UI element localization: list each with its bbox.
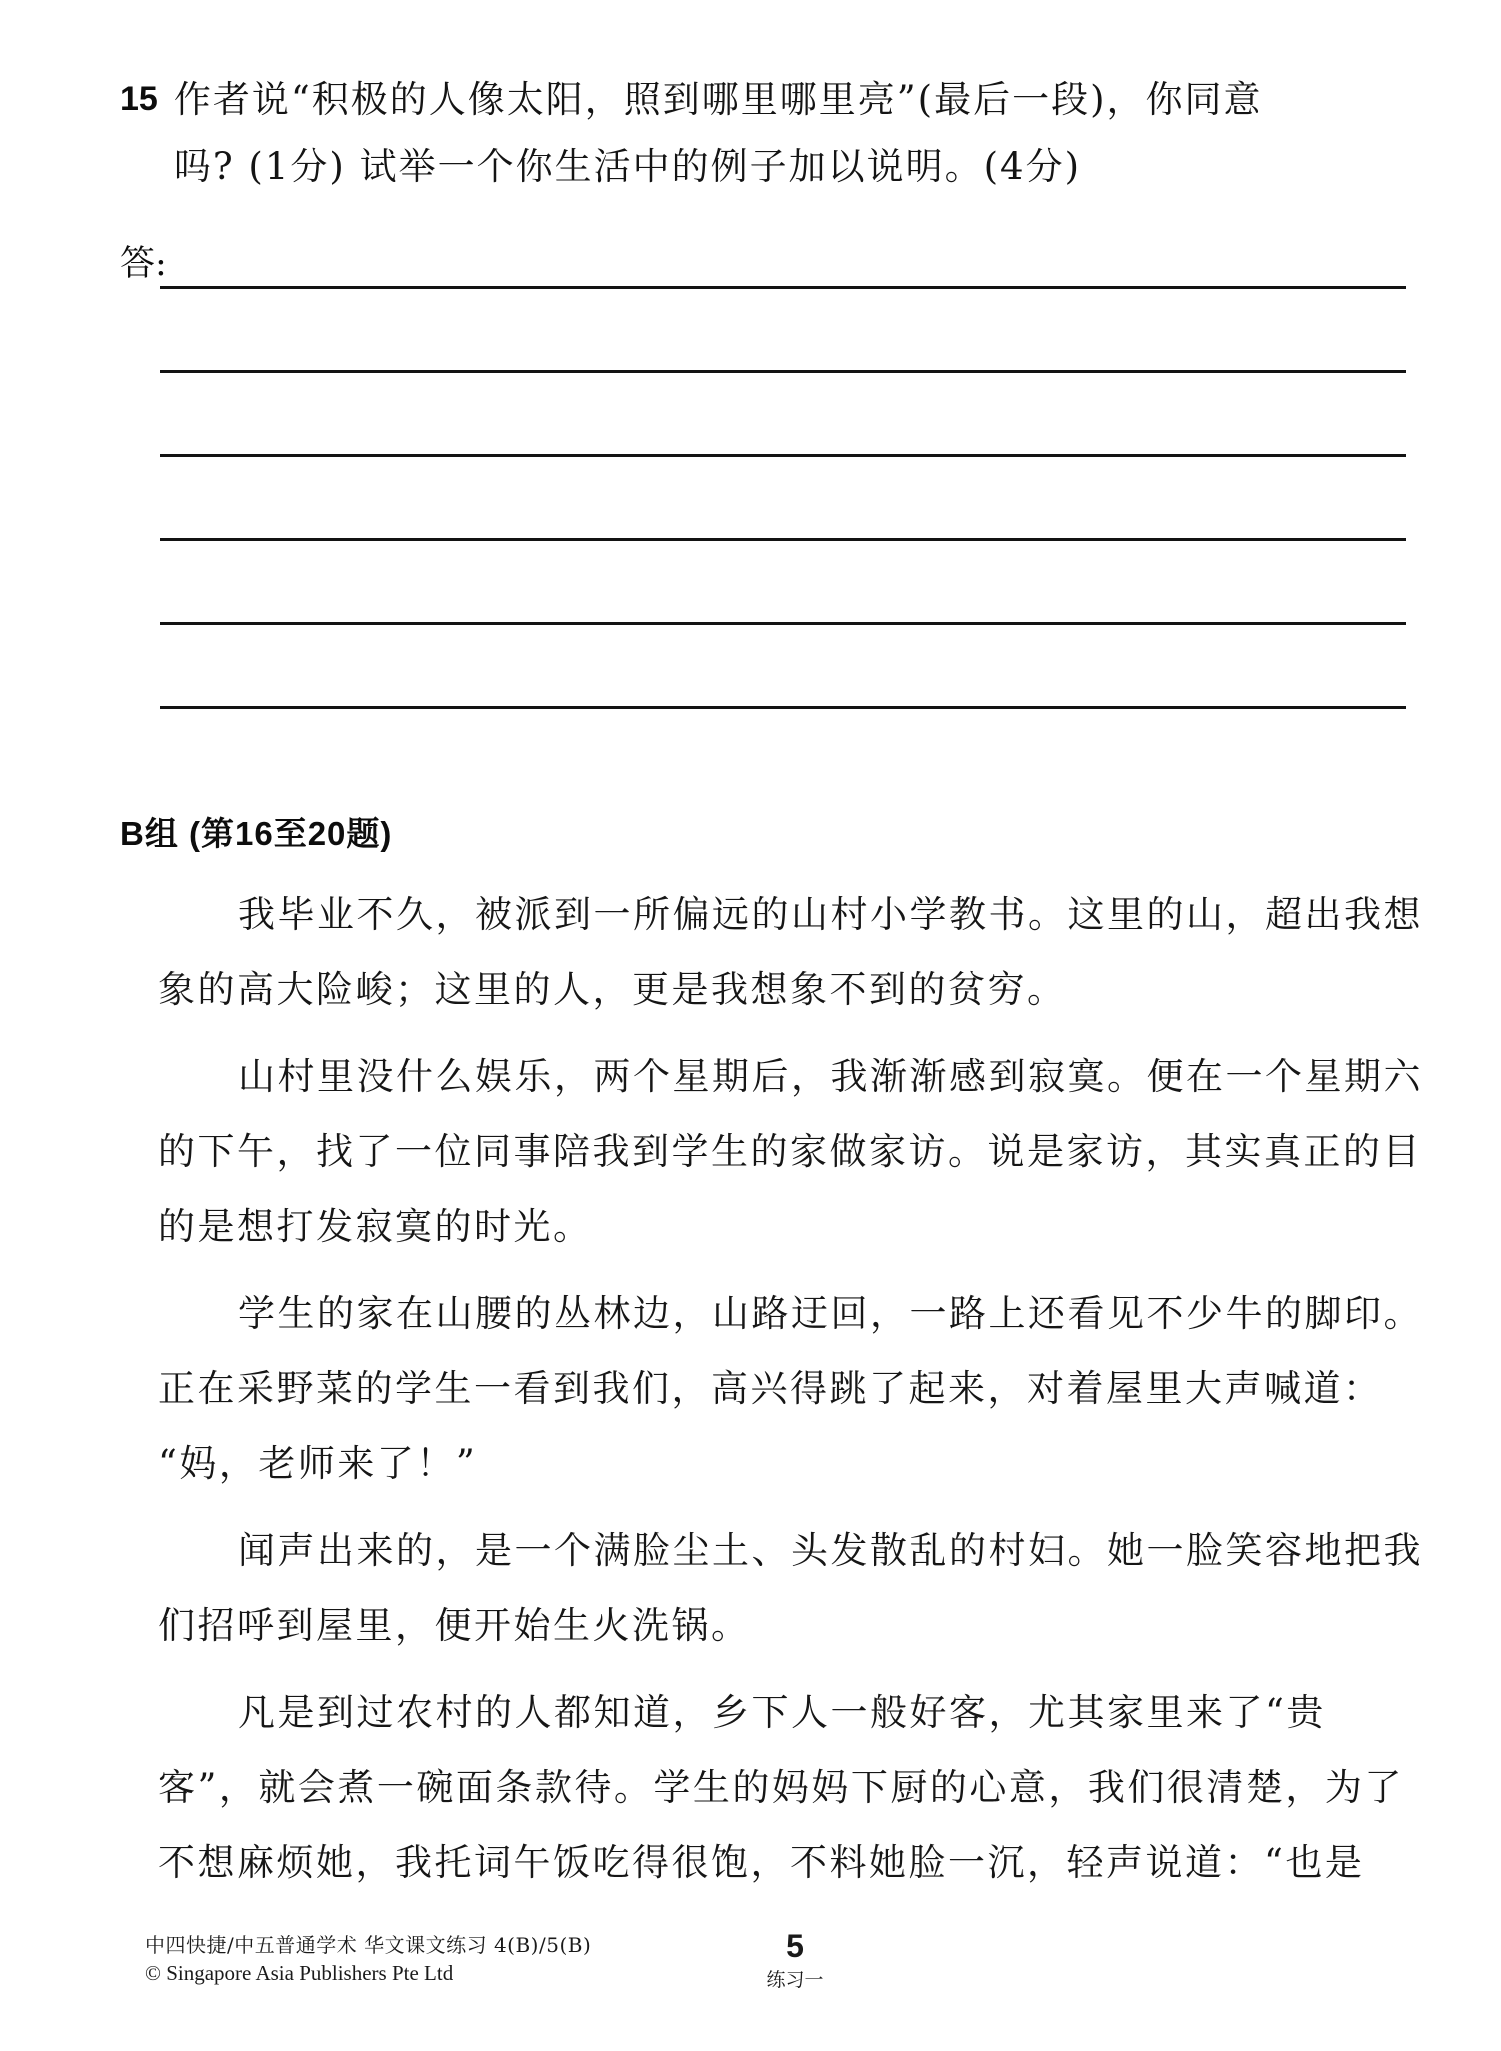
passage-paragraph-2	[158, 1039, 1428, 1264]
question-line-1: 作者说“积极的人像太阳，照到哪里哪里亮”(最后一段)，你同意	[173, 78, 1263, 121]
question-number: 15	[120, 80, 158, 118]
passage-line: 山村里没什么娱乐，两个星期后，我渐渐感到寂寞。便在一个星期六	[238, 1055, 1423, 1098]
passage-line: 凡是到过农村的人都知道，乡下人一般好客，尤其家里来了“贵	[238, 1691, 1326, 1734]
answer-ruled-line	[160, 286, 1406, 289]
passage-line: 我毕业不久，被派到一所偏远的山村小学教书。这里的山，超出我想	[238, 893, 1423, 936]
passage-paragraph-1	[158, 877, 1428, 1027]
question-15	[120, 66, 1430, 200]
footer-copyright: © Singapore Asia Publishers Pte Ltd	[145, 1961, 454, 1985]
passage-line: “妈，老师来了！”	[158, 1442, 478, 1485]
answer-ruled-line	[160, 370, 1406, 373]
answer-label: 答:	[120, 244, 167, 284]
section-b-heading: B组 (第16至20题)	[120, 815, 393, 852]
answer-ruled-line	[160, 538, 1406, 541]
question-text	[174, 66, 1263, 200]
answer-ruled-line	[160, 454, 1406, 457]
passage-line: 学生的家在山腰的丛林边，山路迂回，一路上还看见不少牛的脚印。	[238, 1292, 1423, 1335]
passage-line: 不想麻烦她，我托词午饭吃得很饱，不料她脸一沉，轻声说道：“也是	[158, 1841, 1365, 1884]
passage-line: 们招呼到屋里，便开始生火洗锅。	[158, 1604, 751, 1647]
passage-line: 的是想打发寂寞的时光。	[158, 1205, 593, 1248]
answer-ruled-line	[160, 622, 1406, 625]
footer-page-block	[695, 1928, 895, 1992]
answer-ruled-line	[160, 706, 1406, 709]
passage-line: 的下午，找了一位同事陪我到学生的家做家访。说是家访，其实真正的目	[158, 1130, 1422, 1173]
passage-line: 闻声出来的，是一个满脸尘土、头发散乱的村妇。她一脸笑容地把我	[238, 1529, 1423, 1572]
passage-paragraph-3	[158, 1276, 1428, 1501]
question-line-2: 吗? (1分) 试举一个你生活中的例子加以说明。(4分)	[173, 145, 1082, 188]
footer-series-title: 中四快捷/中五普通学术 华文课文练习 4(B)/5(B)	[145, 1933, 592, 1957]
passage-line: 象的高大险峻；这里的人，更是我想象不到的贫穷。	[158, 968, 1067, 1011]
footer-exercise-label: 练习一	[766, 1969, 824, 1991]
passage-paragraph-5	[158, 1675, 1428, 1900]
reading-passage	[158, 877, 1428, 1900]
passage-paragraph-4	[158, 1513, 1428, 1663]
passage-line: 客”，就会煮一碗面条款待。学生的妈妈下厨的心意，我们很清楚，为了	[158, 1766, 1404, 1809]
footer-publisher-block	[145, 1932, 591, 1987]
page-number: 5	[786, 1928, 804, 1964]
passage-line: 正在采野菜的学生一看到我们，高兴得跳了起来，对着屋里大声喊道：	[158, 1367, 1383, 1410]
